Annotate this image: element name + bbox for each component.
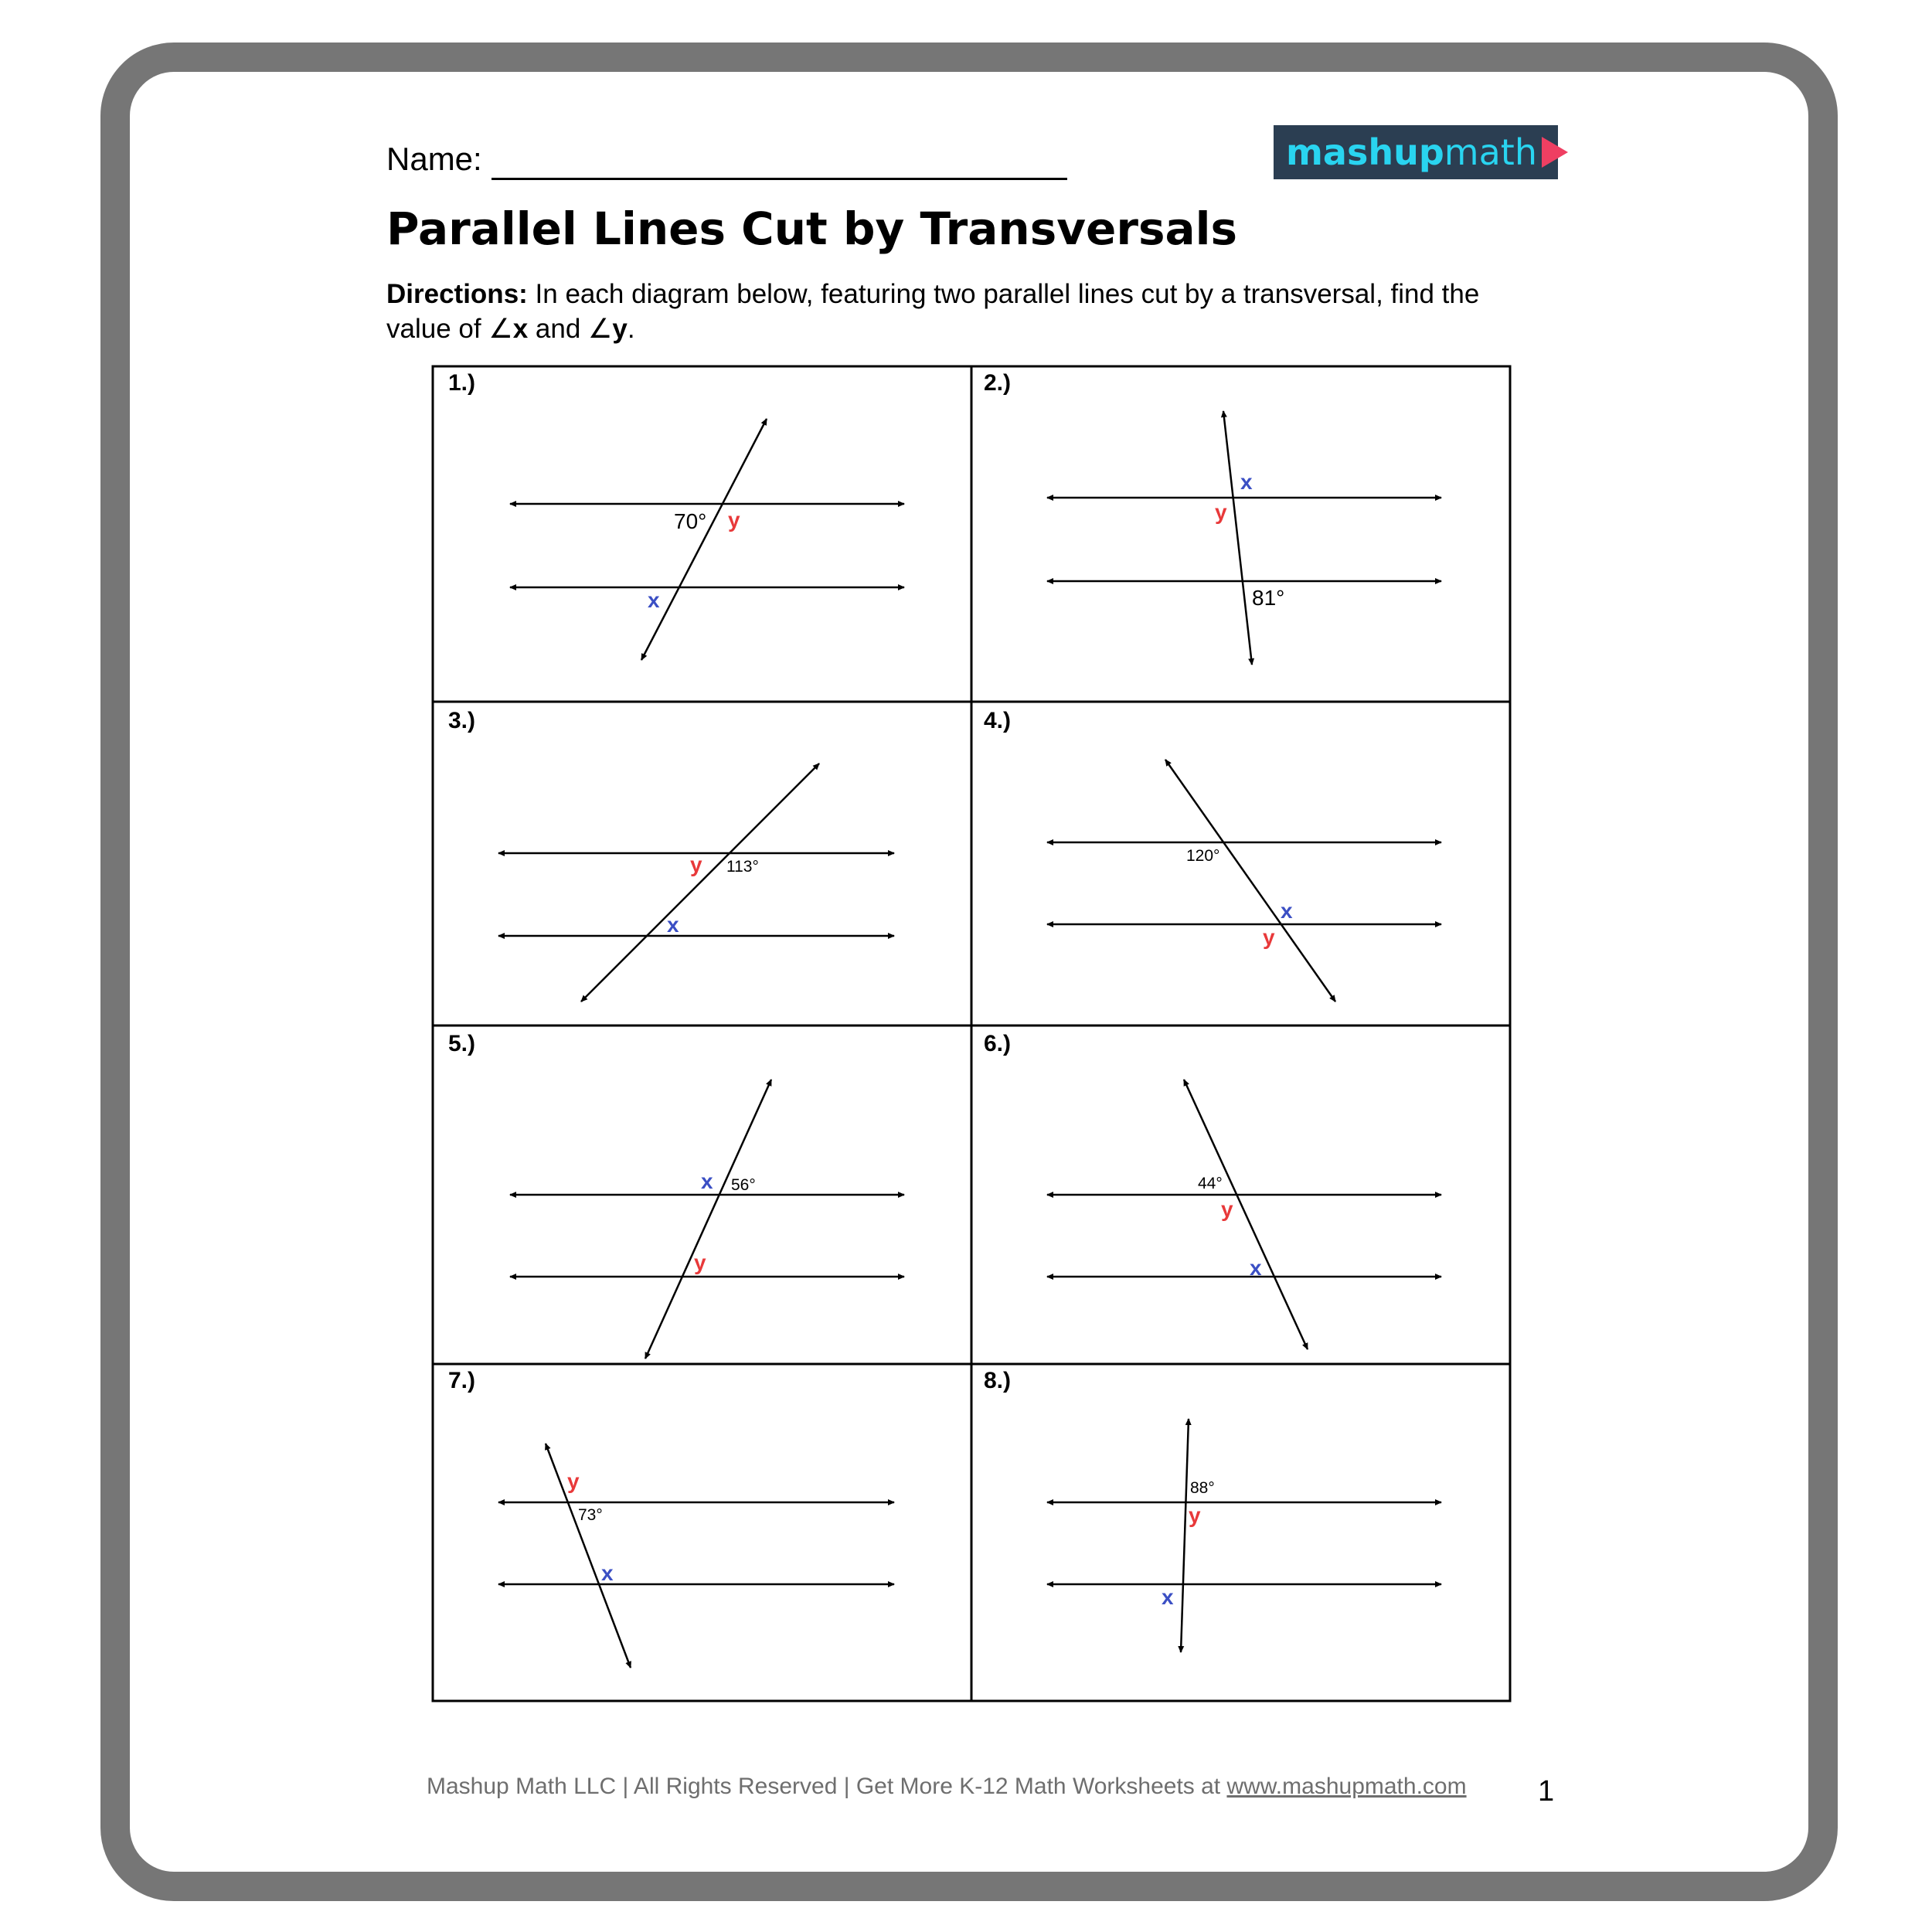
problem-number: 5.): [448, 1031, 476, 1056]
problem-number: 8.): [984, 1368, 1012, 1393]
problem-number: 1.): [448, 370, 476, 396]
problem-number: 6.): [984, 1031, 1012, 1056]
angle-y-label: y: [728, 508, 740, 532]
angle-y-label: y: [567, 1469, 580, 1493]
problem-7: [448, 1368, 894, 1668]
problem-6: [984, 1031, 1441, 1349]
transversal-line: [641, 419, 767, 660]
transversal-line: [645, 1080, 771, 1359]
angle-x-label: x: [1162, 1585, 1174, 1609]
directions: Directions: In each diagram below, featuring two parallel lines cut by a transversal, find the value of ∠x and ∠y.: [386, 279, 1480, 344]
given-angle: 113°: [726, 858, 759, 876]
mashupmath-logo: mashupmath: [1274, 125, 1558, 179]
given-angle: 73°: [578, 1506, 603, 1524]
angle-y-label: y: [690, 852, 702, 876]
angle-y-label: y: [1189, 1503, 1201, 1527]
given-angle: 81°: [1252, 586, 1285, 610]
website-link[interactable]: www.mashupmath.com: [1226, 1774, 1467, 1799]
transversal-line: [546, 1444, 631, 1668]
angle-y-label: y: [1215, 500, 1227, 524]
problem-number: 2.): [984, 370, 1012, 396]
angle-y-label: y: [1221, 1197, 1233, 1221]
given-angle: 56°: [731, 1176, 756, 1194]
problem-2: [984, 370, 1441, 665]
given-angle: 88°: [1190, 1479, 1215, 1497]
angle-y-label: y: [1263, 925, 1275, 949]
page-title: Parallel Lines Cut by Transversals: [386, 202, 1238, 255]
problem-number: 3.): [448, 708, 476, 733]
given-angle: 70°: [674, 509, 707, 533]
page-number: 1: [1538, 1775, 1555, 1808]
problem-4: [984, 708, 1441, 1002]
angle-x-label: x: [601, 1561, 614, 1585]
problem-number: 7.): [448, 1368, 476, 1393]
given-angle: 44°: [1198, 1175, 1223, 1192]
transversal-line: [581, 764, 819, 1002]
problem-5: [448, 1031, 904, 1359]
angle-x-label: x: [1250, 1256, 1262, 1280]
problem-1: [448, 370, 904, 660]
angle-x-label: x: [667, 913, 679, 937]
angle-y-label: y: [694, 1250, 706, 1274]
given-angle: 120°: [1186, 847, 1220, 865]
problem-8: [984, 1368, 1441, 1652]
problem-3: [448, 708, 894, 1002]
angle-x-label: x: [1281, 899, 1293, 923]
angle-x-label: x: [701, 1169, 713, 1193]
angle-x-label: x: [648, 588, 660, 612]
angle-x-label: x: [1240, 470, 1253, 494]
transversal-line: [1223, 411, 1252, 665]
transversal-line: [1184, 1080, 1308, 1349]
transversal-line: [1181, 1419, 1189, 1652]
footer: Mashup Math LLC | All Rights Reserved | Get More K-12 Math Worksheets at www.mashupmath.com: [427, 1774, 1467, 1799]
transversal-line: [1165, 760, 1335, 1002]
name-label: Name:: [386, 141, 482, 177]
problem-number: 4.): [984, 708, 1012, 733]
